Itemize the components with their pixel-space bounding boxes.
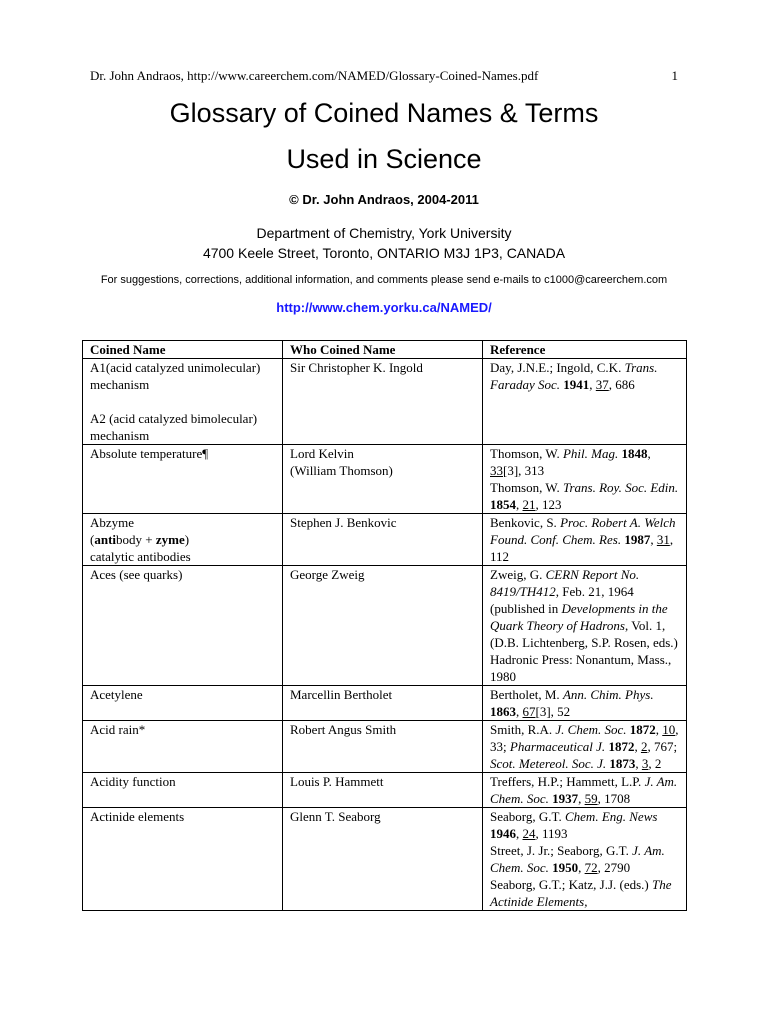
copyright-notice: © Dr. John Andraos, 2004-2011 <box>289 192 479 207</box>
reference-cell: Thomson, W. Phil. Mag. 1848, 33[3], 313 Thomson, W. Trans. Roy. Soc. Edin. 1854, 21, 123 <box>483 445 687 514</box>
page-number: 1 <box>671 68 678 83</box>
table-row <box>83 566 687 686</box>
document-title-line-1: Glossary of Coined Names & Terms <box>169 98 599 128</box>
who-coined-cell: Marcellin Bertholet <box>283 686 483 721</box>
who-coined-cell: Louis P. Hammett <box>283 773 483 808</box>
coined-name-cell: A1(acid catalyzed unimolecular) mechanism A2 (acid catalyzed bimolecular) mechanism <box>83 359 283 445</box>
running-header <box>90 68 678 84</box>
website-link[interactable]: http://www.chem.yorku.ca/NAMED/ <box>276 300 492 315</box>
glossary-table <box>82 340 687 911</box>
coined-name-cell: Acid rain* <box>83 721 283 773</box>
coined-name-cell: Actinide elements <box>83 808 283 911</box>
table-row <box>83 773 687 808</box>
table-row <box>83 359 687 445</box>
reference-cell: Benkovic, S. Proc. Robert A. Welch Found. Conf. Chem. Res. 1987, 31, 112 <box>483 514 687 566</box>
coined-name-cell: Acidity function <box>83 773 283 808</box>
who-coined-cell: Stephen J. Benkovic <box>283 514 483 566</box>
coined-name-cell: Abzyme (antibody + zyme) catalytic antibodies <box>83 514 283 566</box>
coined-name-cell: Acetylene <box>83 686 283 721</box>
table-row <box>83 808 687 911</box>
column-header-reference: Reference <box>483 341 687 359</box>
who-coined-cell: Lord Kelvin (William Thomson) <box>283 445 483 514</box>
who-coined-cell: Glenn T. Seaborg <box>283 808 483 911</box>
table-row <box>83 721 687 773</box>
table-row <box>83 686 687 721</box>
reference-cell: Smith, R.A. J. Chem. Soc. 1872, 10, 33; Pharmaceutical J. 1872, 2, 767; Scot. Metereol. Soc. J. 1873, 3, 2 <box>483 721 687 773</box>
table-row <box>83 514 687 566</box>
suggestions-note: For suggestions, corrections, additional information, and comments please send e-mails to c1000@careerchem.com <box>100 274 668 286</box>
table-header-row <box>83 341 687 359</box>
who-coined-cell: Robert Angus Smith <box>283 721 483 773</box>
coined-name-cell: Aces (see quarks) <box>83 566 283 686</box>
department-line-1: Department of Chemistry, York University <box>256 225 512 241</box>
running-header-text: Dr. John Andraos, http://www.careerchem.com/NAMED/Glossary-Coined-Names.pdf <box>90 68 539 83</box>
reference-cell: Day, J.N.E.; Ingold, C.K. Trans. Faraday Soc. 1941, 37, 686 <box>483 359 687 445</box>
column-header-coined-name: Coined Name <box>83 341 283 359</box>
who-coined-cell: Sir Christopher K. Ingold <box>283 359 483 445</box>
reference-cell: Treffers, H.P.; Hammett, L.P. J. Am. Chem. Soc. 1937, 59, 1708 <box>483 773 687 808</box>
coined-name-cell: Absolute temperature¶ <box>83 445 283 514</box>
reference-cell: Seaborg, G.T. Chem. Eng. News 1946, 24, 1193 Street, J. Jr.; Seaborg, G.T. J. Am. Chem. Soc. 1950, 72, 2790 Seaborg, G.T.; Katz, J.J. (eds.) The Actinide Elements, <box>483 808 687 911</box>
department-line-2: 4700 Keele Street, Toronto, ONTARIO M3J 1P3, CANADA <box>202 245 566 261</box>
reference-cell: Bertholet, M. Ann. Chim. Phys. 1863, 67[3], 52 <box>483 686 687 721</box>
who-coined-cell: George Zweig <box>283 566 483 686</box>
table-row <box>83 445 687 514</box>
reference-cell: Zweig, G. CERN Report No. 8419/TH412, Feb. 21, 1964 (published in Developments in the Quark Theory of Hadrons, Vol. 1, (D.B. Lichtenberg, S.P. Rosen, eds.) Hadronic Press: Nonantum, Mass., 1980 <box>483 566 687 686</box>
column-header-who-coined: Who Coined Name <box>283 341 483 359</box>
document-title-line-2: Used in Science <box>286 144 482 174</box>
